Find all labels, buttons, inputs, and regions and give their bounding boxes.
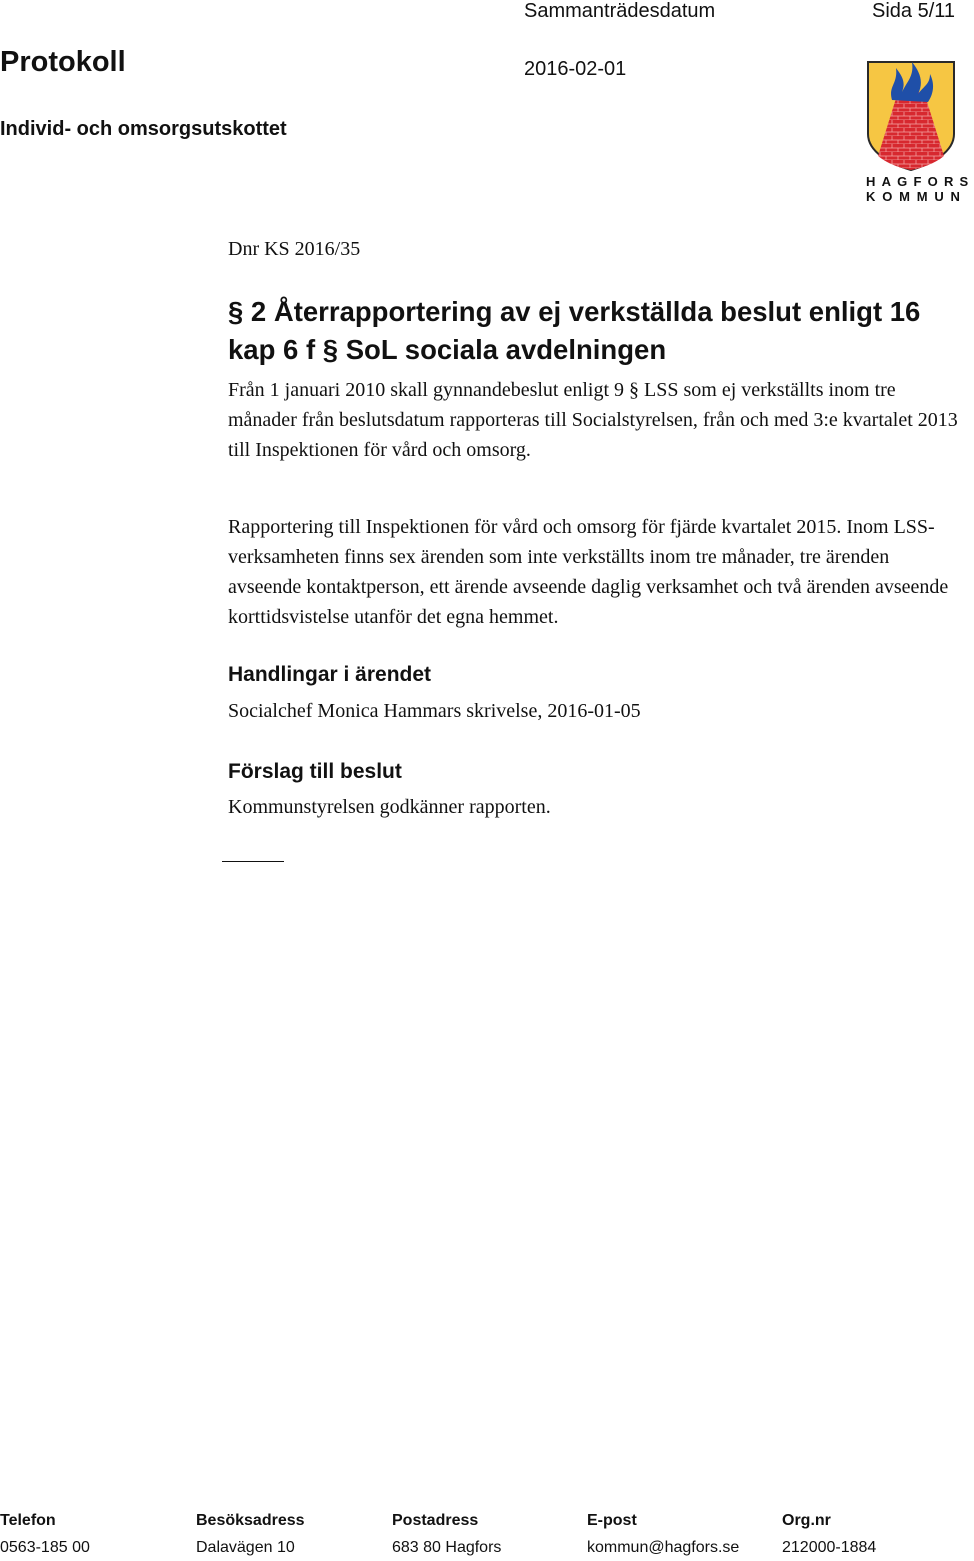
meeting-date: 2016-02-01 <box>524 58 627 80</box>
footer-postal-address: 683 80 Hagfors <box>392 1539 502 1556</box>
report-paragraph: Rapportering till Inspektionen för vård och omsorg för fjärde kvartalet 2015. Inom LSS-verksamheten finns sex ärenden som inte verkställts inom tre månader, tre ärenden avseende kontaktperson, ett ärende avseende daglig verksamhet och två ärenden avseende korttidsvistelse utanför det egna hemmet. <box>228 516 949 628</box>
logo-text-top: HAGFORS <box>866 174 974 189</box>
header-date-label: Sammanträdesdatum <box>524 0 716 22</box>
footer-org-label: Org.nr <box>782 1512 831 1529</box>
documents-heading: Handlingar i ärendet <box>228 663 432 686</box>
proposal-heading: Förslag till beslut <box>228 760 402 783</box>
footer-phone: 0563-185 00 <box>0 1539 90 1556</box>
footer-email-label: E-post <box>587 1512 637 1529</box>
committee-name: Individ- och omsorgsutskottet <box>0 118 287 140</box>
logo-text-bottom: KOMMUN <box>866 189 967 204</box>
footer-email: kommun@hagfors.se <box>587 1539 740 1556</box>
section-title-line-1: § 2 Återrapportering av ej verkställda beslut enligt 16 <box>228 296 921 327</box>
proposal-text: Kommunstyrelsen godkänner rapporten. <box>228 796 551 818</box>
page-number: Sida 5/11 <box>872 0 956 22</box>
section-end-divider <box>222 861 284 862</box>
document-title: Protokoll <box>0 46 126 78</box>
footer-visit-address: Dalavägen 10 <box>196 1539 295 1556</box>
background-paragraph: Från 1 januari 2010 skall gynnandebeslut enligt 9 § LSS som ej verkställts inom tre månader från beslutsdatum rapporteras till Socialstyrelsen, från och med 3:e kvartalet 2013 till Inspektionen för vård och omsorg. <box>228 379 958 461</box>
footer-visit-label: Besöksadress <box>196 1512 305 1529</box>
diary-number: Dnr KS 2016/35 <box>228 238 361 260</box>
footer-postal-label: Postadress <box>392 1512 479 1529</box>
footer-phone-label: Telefon <box>0 1512 56 1529</box>
section-title-line-2: kap 6 f § SoL sociala avdelningen <box>228 334 667 365</box>
footer-org-number: 212000-1884 <box>782 1539 877 1556</box>
documents-text: Socialchef Monica Hammars skrivelse, 2016-01-05 <box>228 700 641 722</box>
